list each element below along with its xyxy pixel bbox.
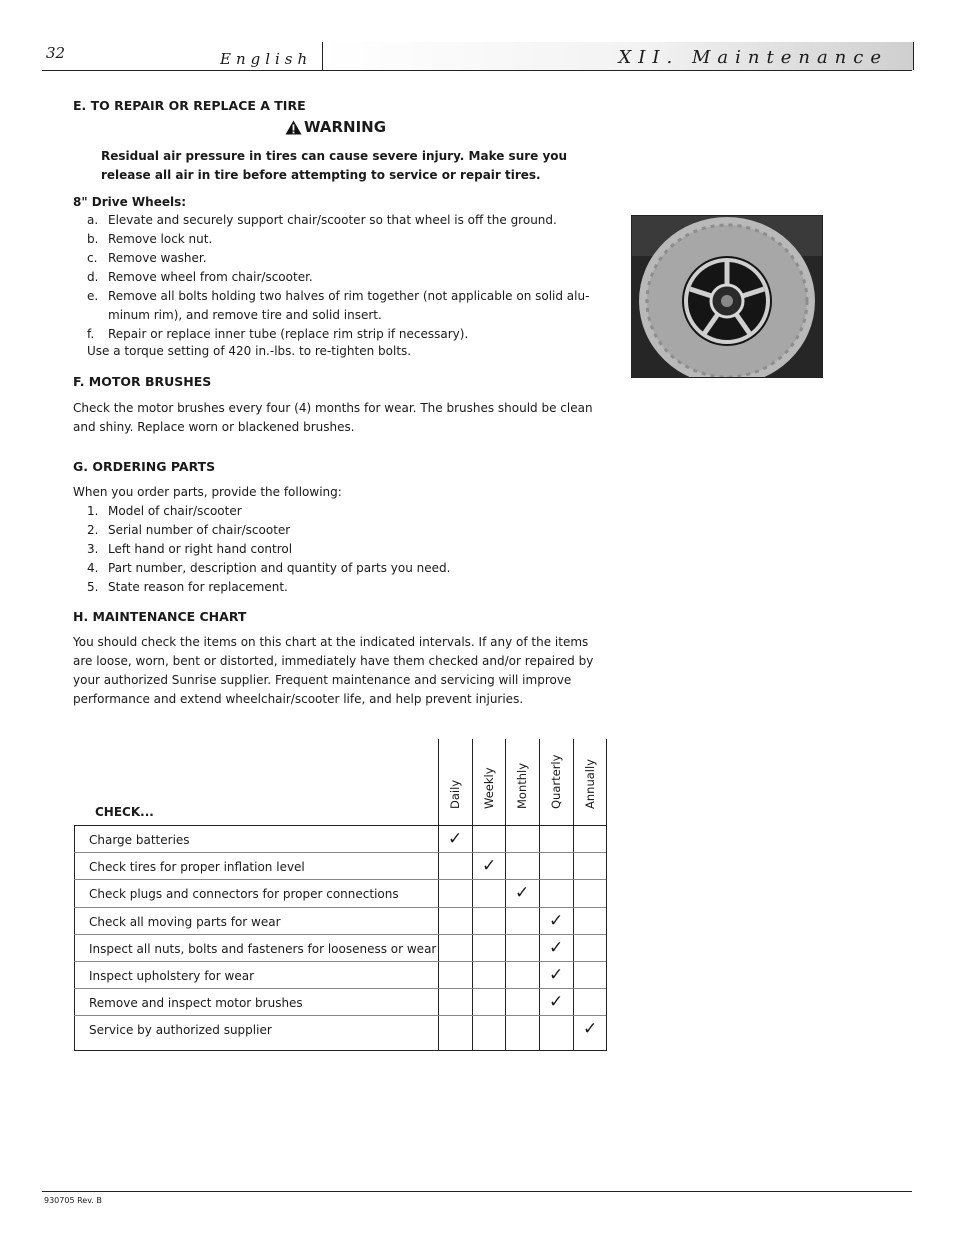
- list-item: [73, 287, 593, 325]
- list-text: Remove lock nut.: [108, 232, 213, 246]
- check-mark-icon: ✓: [448, 829, 463, 849]
- list-marker: 5.: [87, 580, 99, 594]
- table-row-divider: [74, 852, 606, 853]
- list-text: Remove wheel from chair/scooter.: [108, 270, 313, 284]
- list-text: State reason for replacement.: [108, 580, 288, 594]
- list-item: [73, 502, 593, 521]
- column-header: Annually: [583, 759, 597, 809]
- table-row-divider: [74, 879, 606, 880]
- table-row-label: Check all moving parts for wear: [89, 914, 281, 929]
- table-row-label: Inspect upholstery for wear: [89, 969, 255, 983]
- list-marker: 2.: [87, 523, 99, 537]
- column-header: Monthly: [515, 762, 529, 809]
- table-row-divider: [74, 1015, 606, 1016]
- ordering-intro: When you order parts, provide the following:: [73, 485, 342, 499]
- ordering-parts-heading: G. ORDERING PARTS: [73, 459, 216, 474]
- list-text: Repair or replace inner tube (replace rim strip if necessary).: [108, 327, 469, 341]
- drive-wheels-subheading: 8" Drive Wheels:: [73, 195, 187, 209]
- page-number: 32: [46, 44, 66, 62]
- torque-note: Use a torque setting of 420 in.-lbs. to re-tighten bolts.: [87, 344, 412, 358]
- header-rule: [42, 70, 912, 71]
- check-mark-icon: ✓: [583, 1019, 598, 1040]
- list-item: [73, 578, 593, 597]
- table-row-label: Remove and inspect motor brushes: [89, 996, 303, 1011]
- repair-steps-list: [73, 211, 593, 344]
- motor-brushes-text: Check the motor brushes every four (4) months for wear. The brushes should be clean and shiny. Replace worn or blackened brushes.: [73, 401, 593, 434]
- table-row-label: Inspect all nuts, bolts and fasteners for looseness or wear: [89, 941, 437, 956]
- check-mark-icon: ✓: [482, 856, 497, 877]
- list-marker: c.: [87, 251, 98, 265]
- list-text: Remove all bolts holding two halves of rim together (not applicable on solid alu-minum rim), and remove tire and solid insert.: [108, 289, 590, 322]
- list-item: [73, 249, 593, 268]
- repair-heading: E. TO REPAIR OR REPLACE A TIRE: [73, 98, 306, 113]
- list-marker: 4.: [87, 561, 99, 575]
- check-mark-icon: ✓: [515, 883, 530, 904]
- warning-text: Residual air pressure in tires can cause severe injury. Make sure you release all air in tire before attempting to service or repair tires.: [101, 149, 568, 182]
- table-column-divider: [539, 739, 540, 1050]
- list-text: Remove washer.: [108, 251, 207, 265]
- column-header: Daily: [448, 779, 462, 809]
- footer-rule: [42, 1191, 912, 1192]
- list-item: [73, 230, 593, 249]
- warning-label-block: [285, 118, 386, 136]
- language-label: English: [220, 50, 313, 68]
- list-item: [73, 521, 593, 540]
- list-text: Left hand or right hand control: [108, 542, 293, 556]
- list-item: [73, 268, 593, 287]
- motor-brushes-heading: F. MOTOR BRUSHES: [73, 374, 212, 389]
- list-marker: a.: [87, 213, 99, 227]
- check-mark-icon: ✓: [549, 992, 564, 1013]
- list-text: Part number, description and quantity of parts you need.: [108, 561, 451, 575]
- section-title: XII. Maintenance: [618, 47, 888, 68]
- table-row-label: Check tires for proper inflation level: [89, 860, 305, 875]
- table-column-divider: [438, 739, 439, 1050]
- column-header: Quarterly: [549, 754, 563, 809]
- list-marker: b.: [87, 232, 99, 246]
- list-text: Model of chair/scooter: [108, 504, 242, 518]
- maintenance-chart-text: You should check the items on this chart at the indicated intervals. If any of the items are loose, worn, bent or distorted, immediately have them checked and/or repaired by your authorized Sunrise supplier. Frequent maintenance and servicing will improve performance and extend wheelchair/scooter life, and help prevent injuries.: [73, 635, 594, 706]
- table-column-divider: [472, 739, 473, 1050]
- table-row-divider: [74, 961, 606, 962]
- table-row-label: Service by authorized supplier: [89, 1023, 272, 1038]
- list-marker: f.: [87, 327, 95, 341]
- check-mark-icon: ✓: [549, 937, 564, 958]
- document-number: 930705 Rev. B: [44, 1196, 102, 1205]
- list-marker: 1.: [87, 504, 99, 518]
- table-row-divider: [74, 988, 606, 989]
- list-item: [73, 211, 593, 230]
- check-mark-icon: ✓: [549, 965, 564, 985]
- list-item: [73, 540, 593, 559]
- warning-triangle-icon: [285, 120, 302, 135]
- maintenance-table: [74, 825, 607, 1051]
- list-marker: e.: [87, 289, 99, 303]
- warning-label: WARNING: [304, 118, 387, 136]
- column-header: Weekly: [482, 767, 496, 809]
- list-marker: 3.: [87, 542, 99, 556]
- list-text: Serial number of chair/scooter: [108, 523, 291, 537]
- check-column-label: CHECK...: [95, 805, 154, 819]
- list-item: [73, 559, 593, 578]
- table-column-divider: [573, 739, 574, 1050]
- list-marker: d.: [87, 270, 99, 284]
- table-row-label: Check plugs and connectors for proper connections: [89, 887, 399, 902]
- maintenance-chart-heading: H. MAINTENANCE CHART: [73, 609, 247, 624]
- ordering-list: [73, 502, 593, 597]
- table-column-divider: [505, 739, 506, 1050]
- table-row-divider: [74, 934, 606, 935]
- table-column-divider: [606, 739, 607, 825]
- check-mark-icon: ✓: [549, 910, 564, 931]
- table-row-divider: [74, 907, 606, 908]
- table-row-label: Charge batteries: [89, 833, 190, 847]
- list-text: Elevate and securely support chair/scooter so that wheel is off the ground.: [108, 213, 557, 227]
- tire-photo: [631, 215, 823, 378]
